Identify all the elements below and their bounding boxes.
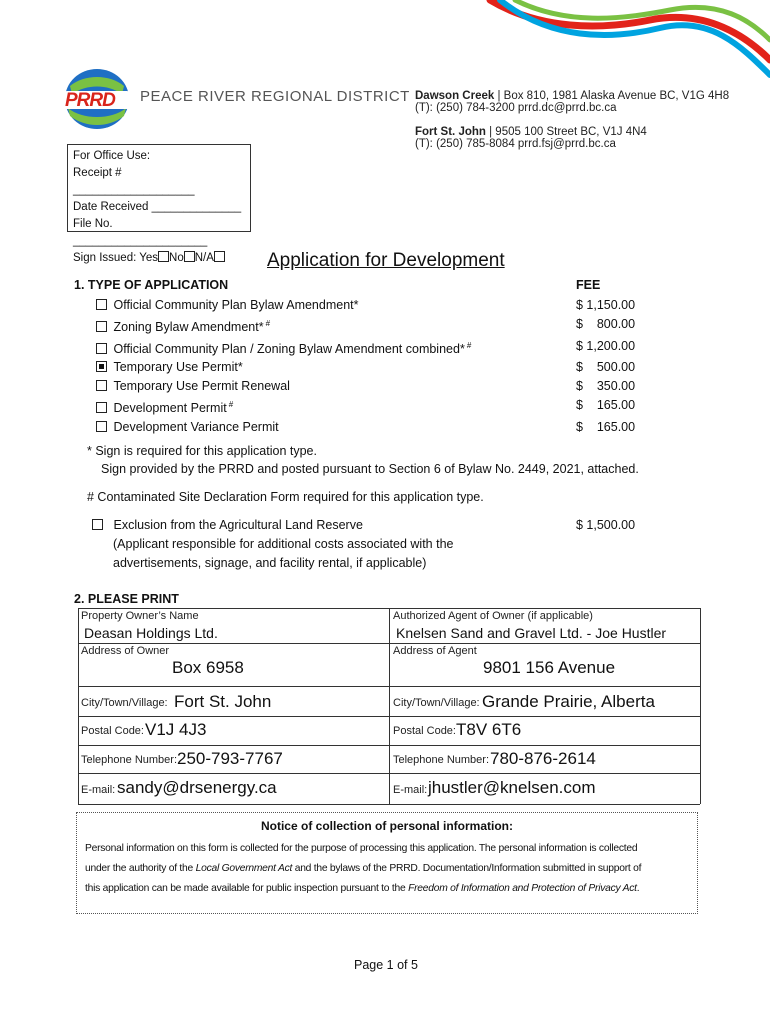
- page-title: Application for Development: [267, 250, 505, 271]
- logo-text: PRRD: [65, 90, 115, 111]
- tup-renewal-checkbox[interactable]: [96, 380, 107, 391]
- owner-postal-field[interactable]: V1J 4J3: [145, 720, 207, 739]
- fee-value: $ 1,200.00: [576, 338, 636, 353]
- sign-no-checkbox[interactable]: [184, 251, 195, 262]
- development-permit-checkbox[interactable]: [96, 402, 107, 413]
- section2-heading: 2. PLEASE PRINT: [74, 592, 179, 606]
- owner-address-field[interactable]: Box 6958: [172, 658, 244, 677]
- sign-yes-checkbox[interactable]: [158, 251, 169, 262]
- owner-postal-label: Postal Code:: [81, 725, 144, 737]
- fee-value: $ 1,150.00: [576, 298, 636, 312]
- temporary-use-permit-checkbox[interactable]: [96, 361, 107, 372]
- notice-title: Notice of collection of personal information:: [260, 819, 513, 833]
- owner-city-field[interactable]: Fort St. John: [174, 692, 272, 711]
- table-border-bottom: [78, 804, 700, 805]
- agent-address-field[interactable]: 9801 156 Avenue: [483, 658, 616, 677]
- agent-postal-field[interactable]: T8V 6T6: [456, 720, 522, 739]
- sign-na-checkbox[interactable]: [214, 251, 225, 262]
- privacy-notice-box: [76, 812, 698, 914]
- fee-value: $ 350.00: [576, 379, 636, 394]
- agent-city-field[interactable]: Grande Prairie, Alberta: [482, 692, 655, 711]
- office-use-title: For Office Use:: [73, 150, 151, 162]
- notice-line-3: this application can be made available for public inspection pursuant to the Freedom of Information and Protection of Privacy Act.: [85, 883, 640, 894]
- zoning-amendment-checkbox[interactable]: [96, 321, 107, 332]
- office-address: | Box 810, 1981 Alaska Avenue BC, V1G 4H8: [494, 90, 730, 102]
- owner-phone-field[interactable]: 250-793-7767: [177, 749, 283, 768]
- office-name: Fort St. John: [415, 126, 486, 138]
- office-address: | 9505 100 Street BC, V1J 4N4: [485, 126, 647, 138]
- office-phone: (T): (250) 784-3200 prrd.dc@prrd.bc.ca: [415, 102, 617, 114]
- fee-value: $ 500.00: [576, 360, 636, 375]
- ocp-zoning-combined-checkbox[interactable]: [96, 343, 107, 354]
- office-dawson-creek: [415, 90, 729, 114]
- list-item: Official Community Plan / Zoning Bylaw Amendment combined* # $ 1,200.00: [96, 337, 656, 359]
- agent-name-field[interactable]: Knelsen Sand and Gravel Ltd. - Joe Hustler: [396, 625, 667, 641]
- alr-note-2: advertisements, signage, and facility rental, if applicable): [113, 556, 427, 570]
- sign-note-2: Sign provided by the PRRD and posted pursuant to Section 6 of Bylaw No. 2449, 2021, attached.: [101, 462, 639, 476]
- variance-permit-checkbox[interactable]: [96, 421, 107, 432]
- owner-email-label: E-mail:: [81, 784, 116, 796]
- table-column-divider: [389, 608, 390, 804]
- notice-line-1: Personal information on this form is collected for the purpose of processing this application. The personal information is collected: [85, 843, 638, 854]
- agent-email-label: E-mail:: [393, 784, 428, 796]
- prrd-logo: [62, 66, 132, 132]
- fee-value: $ 1,500.00: [576, 518, 636, 532]
- office-name: Dawson Creek: [415, 90, 495, 102]
- fee-value: $ 165.00: [576, 419, 636, 434]
- office-use-box: [67, 144, 251, 264]
- page-number: Page 1 of 5: [354, 958, 418, 972]
- contaminated-site-note: # Contaminated Site Declaration Form required for this application type.: [87, 490, 484, 504]
- notice-line-2: under the authority of the Local Government Act and the bylaws of the PRRD. Documentation/Information submitted in support of: [85, 863, 642, 874]
- org-name: PEACE RIVER REGIONAL DISTRICT: [140, 88, 410, 105]
- sign-issued-row: Sign Issued: Yes No N/A: [73, 250, 245, 267]
- sign-note-1: * Sign is required for this application type.: [87, 444, 317, 458]
- application-type-list: [96, 296, 656, 437]
- table-border-left: [78, 608, 79, 804]
- ribbon-graphic: [420, 0, 770, 90]
- ocp-amendment-checkbox[interactable]: [96, 299, 107, 310]
- owner-name-field[interactable]: Deasan Holdings Ltd.: [84, 625, 218, 641]
- owner-address-label: Address of Owner: [81, 645, 170, 657]
- office-fort-st-john: [415, 126, 647, 150]
- owner-email-field[interactable]: sandy@drsenergy.ca: [117, 778, 277, 797]
- owner-phone-label: Telephone Number:: [81, 754, 178, 766]
- list-item: Development Variance Permit $ 165.00: [96, 418, 656, 437]
- agent-phone-field[interactable]: 780-876-2614: [490, 749, 596, 768]
- agent-email-field[interactable]: jhustler@knelsen.com: [428, 778, 596, 797]
- section1-heading: 1. TYPE OF APPLICATION: [74, 278, 229, 292]
- owner-name-label: Property Owner’s Name: [81, 610, 199, 622]
- date-received-field: Date Received ______________: [73, 201, 242, 213]
- table-border-right: [700, 608, 701, 804]
- alr-exclusion-checkbox[interactable]: [92, 519, 103, 530]
- agent-postal-label: Postal Code:: [393, 725, 456, 737]
- list-item: Zoning Bylaw Amendment* # $ 800.00: [96, 315, 656, 337]
- agent-city-label: City/Town/Village:: [393, 697, 480, 709]
- office-phone: (T): (250) 785-8084 prrd.fsj@prrd.bc.ca: [415, 138, 616, 150]
- agent-name-label: Authorized Agent of Owner (if applicable): [393, 610, 593, 622]
- receipt-field: Receipt # ___________________: [73, 167, 195, 196]
- list-item: Official Community Plan Bylaw Amendment* $ 1,150.00: [96, 296, 656, 315]
- alr-note-1: (Applicant responsible for additional costs associated with the: [113, 537, 454, 551]
- list-item: Development Permit # $ 165.00: [96, 396, 656, 418]
- agent-phone-label: Telephone Number:: [393, 754, 490, 766]
- fee-heading: FEE: [576, 278, 601, 292]
- list-item: Temporary Use Permit Renewal $ 350.00: [96, 377, 656, 396]
- file-no-field: File No. _____________________: [73, 218, 208, 247]
- owner-city-label: City/Town/Village:: [81, 697, 168, 709]
- alr-exclusion-item: Exclusion from the Agricultural Land Reserve $ 1,500.00 (Applicant responsible for additional costs associated with the advertisements, signage, and facility rental, if applicable): [92, 516, 652, 573]
- agent-address-label: Address of Agent: [393, 645, 477, 657]
- list-item: Temporary Use Permit* $ 500.00: [96, 358, 656, 377]
- fee-value: $ 800.00: [576, 316, 636, 331]
- fee-value: $ 165.00: [576, 397, 636, 412]
